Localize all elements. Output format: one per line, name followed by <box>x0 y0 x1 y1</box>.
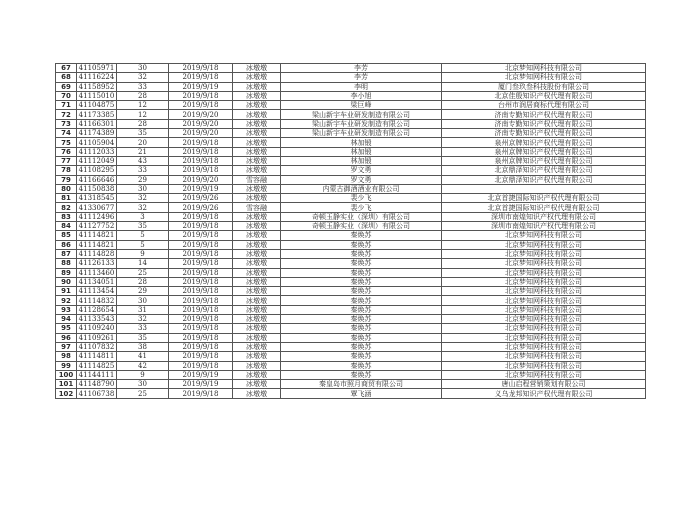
class-number-cell: 32 <box>117 194 169 203</box>
filing-date-cell: 2019/9/18 <box>169 305 233 314</box>
application-number-cell: 41108295 <box>77 166 117 175</box>
application-number-cell: 41114832 <box>77 296 117 305</box>
agency-name-cell: 北京梦知网科技有限公司 <box>442 259 646 268</box>
table-row <box>56 101 646 110</box>
class-number-cell: 28 <box>117 91 169 100</box>
filing-date-cell: 2019/9/26 <box>169 203 233 212</box>
table-row <box>56 296 646 305</box>
agency-name-cell: 北京首捷国际知识产权代理有限公司 <box>442 203 646 212</box>
row-number-cell: 96 <box>56 333 77 342</box>
application-number-cell: 41112496 <box>77 212 117 221</box>
agency-name-cell: 泉州京牌知识产权代理有限公司 <box>442 156 646 165</box>
agency-name-cell: 义乌龙邦知识产权代理有限公司 <box>442 389 646 398</box>
row-number-cell: 77 <box>56 156 77 165</box>
agency-name-cell: 北京梦知网科技有限公司 <box>442 296 646 305</box>
table-row <box>56 222 646 231</box>
agency-name-cell: 北京梦知网科技有限公司 <box>442 333 646 342</box>
filing-date-cell: 2019/9/18 <box>169 101 233 110</box>
trademark-name-cell: 冰墩墩 <box>233 277 281 286</box>
class-number-cell: 29 <box>117 287 169 296</box>
applicant-name-cell: 李芳 <box>281 64 442 73</box>
filing-date-cell: 2019/9/19 <box>169 370 233 379</box>
applicant-name-cell: 梁山新宇车业研发制造有限公司 <box>281 119 442 128</box>
trademark-name-cell: 冰墩墩 <box>233 352 281 361</box>
applicant-name-cell: 林加锻 <box>281 138 442 147</box>
row-number-cell: 86 <box>56 240 77 249</box>
trademark-name-cell: 冰墩墩 <box>233 389 281 398</box>
row-number-cell: 90 <box>56 277 77 286</box>
table-row <box>56 82 646 91</box>
application-number-cell: 41105971 <box>77 64 117 73</box>
table-row <box>56 305 646 314</box>
applicant-name-cell: 秦焕苏 <box>281 352 442 361</box>
row-number-cell: 78 <box>56 166 77 175</box>
application-number-cell: 41126133 <box>77 259 117 268</box>
table-row <box>56 324 646 333</box>
application-number-cell: 41148790 <box>77 380 117 389</box>
table-row <box>56 110 646 119</box>
row-number-cell: 91 <box>56 287 77 296</box>
application-number-cell: 41128654 <box>77 305 117 314</box>
row-number-cell: 80 <box>56 184 77 193</box>
applicant-name-cell: 秦焕苏 <box>281 361 442 370</box>
row-number-cell: 84 <box>56 222 77 231</box>
applicant-name-cell: 秦焕苏 <box>281 296 442 305</box>
table-row <box>56 333 646 342</box>
row-number-cell: 69 <box>56 82 77 91</box>
application-number-cell: 41105904 <box>77 138 117 147</box>
trademark-name-cell: 冰墩墩 <box>233 305 281 314</box>
applicant-name-cell: 梁巨峰 <box>281 101 442 110</box>
trademark-table <box>55 63 646 399</box>
trademark-name-cell: 冰墩墩 <box>233 147 281 156</box>
applicant-name-cell: 秦焕苏 <box>281 259 442 268</box>
applicant-name-cell: 秦焕苏 <box>281 305 442 314</box>
trademark-name-cell: 冰墩墩 <box>233 231 281 240</box>
filing-date-cell: 2019/9/18 <box>169 315 233 324</box>
filing-date-cell: 2019/9/18 <box>169 296 233 305</box>
trademark-name-cell: 冰墩墩 <box>233 222 281 231</box>
filing-date-cell: 2019/9/18 <box>169 222 233 231</box>
class-number-cell: 32 <box>117 315 169 324</box>
row-number-cell: 97 <box>56 342 77 351</box>
row-number-cell: 67 <box>56 64 77 73</box>
table-row <box>56 370 646 379</box>
application-number-cell: 41114828 <box>77 249 117 258</box>
agency-name-cell: 济南专勤知识产权代理有限公司 <box>442 119 646 128</box>
row-number-cell: 70 <box>56 91 77 100</box>
trademark-name-cell: 冰墩墩 <box>233 91 281 100</box>
filing-date-cell: 2019/9/18 <box>169 138 233 147</box>
application-number-cell: 41114825 <box>77 361 117 370</box>
trademark-name-cell: 雪容融 <box>233 175 281 184</box>
class-number-cell: 20 <box>117 138 169 147</box>
filing-date-cell: 2019/9/18 <box>169 389 233 398</box>
agency-name-cell: 济南专勤知识产权代理有限公司 <box>442 110 646 119</box>
row-number-cell: 74 <box>56 129 77 138</box>
class-number-cell: 33 <box>117 82 169 91</box>
filing-date-cell: 2019/9/18 <box>169 249 233 258</box>
application-number-cell: 41114821 <box>77 240 117 249</box>
table-row <box>56 342 646 351</box>
class-number-cell: 32 <box>117 73 169 82</box>
agency-name-cell: 北京首捷国际知识产权代理有限公司 <box>442 194 646 203</box>
agency-name-cell: 北京梦知网科技有限公司 <box>442 64 646 73</box>
filing-date-cell: 2019/9/18 <box>169 231 233 240</box>
filing-date-cell: 2019/9/18 <box>169 240 233 249</box>
trademark-name-cell: 冰墩墩 <box>233 342 281 351</box>
trademark-name-cell: 冰墩墩 <box>233 194 281 203</box>
row-number-cell: 102 <box>56 389 77 398</box>
application-number-cell: 41109261 <box>77 333 117 342</box>
applicant-name-cell: 秦焕苏 <box>281 268 442 277</box>
application-number-cell: 41109240 <box>77 324 117 333</box>
application-number-cell: 41113460 <box>77 268 117 277</box>
trademark-name-cell: 冰墩墩 <box>233 287 281 296</box>
class-number-cell: 33 <box>117 166 169 175</box>
table-row <box>56 259 646 268</box>
agency-name-cell <box>442 184 646 193</box>
class-number-cell: 28 <box>117 277 169 286</box>
table-row <box>56 287 646 296</box>
filing-date-cell: 2019/9/20 <box>169 119 233 128</box>
agency-name-cell: 台州市润居商标代理有限公司 <box>442 101 646 110</box>
filing-date-cell: 2019/9/18 <box>169 333 233 342</box>
row-number-cell: 99 <box>56 361 77 370</box>
trademark-name-cell: 雪容融 <box>233 203 281 212</box>
trademark-name-cell: 冰墩墩 <box>233 240 281 249</box>
row-number-cell: 95 <box>56 324 77 333</box>
row-number-cell: 82 <box>56 203 77 212</box>
application-number-cell: 41112033 <box>77 147 117 156</box>
row-number-cell: 88 <box>56 259 77 268</box>
agency-name-cell: 北京梦知网科技有限公司 <box>442 305 646 314</box>
row-number-cell: 81 <box>56 194 77 203</box>
trademark-name-cell: 冰墩墩 <box>233 129 281 138</box>
class-number-cell: 41 <box>117 352 169 361</box>
row-number-cell: 93 <box>56 305 77 314</box>
trademark-name-cell: 冰墩墩 <box>233 315 281 324</box>
applicant-name-cell: 秦焕苏 <box>281 249 442 258</box>
class-number-cell: 42 <box>117 361 169 370</box>
trademark-name-cell: 冰墩墩 <box>233 249 281 258</box>
table-row <box>56 203 646 212</box>
application-number-cell: 41166646 <box>77 175 117 184</box>
filing-date-cell: 2019/9/18 <box>169 212 233 221</box>
filing-date-cell: 2019/9/18 <box>169 73 233 82</box>
class-number-cell: 12 <box>117 101 169 110</box>
applicant-name-cell: 罗文勇 <box>281 166 442 175</box>
row-number-cell: 75 <box>56 138 77 147</box>
table-row <box>56 184 646 193</box>
application-number-cell: 41116224 <box>77 73 117 82</box>
agency-name-cell: 济南专勤知识产权代理有限公司 <box>442 129 646 138</box>
row-number-cell: 72 <box>56 110 77 119</box>
table-row <box>56 147 646 156</box>
application-number-cell: 41173385 <box>77 110 117 119</box>
table-body <box>56 64 646 399</box>
trademark-name-cell: 冰墩墩 <box>233 82 281 91</box>
class-number-cell: 32 <box>117 203 169 212</box>
applicant-name-cell: 秦皇岛市照月商贸有限公司 <box>281 380 442 389</box>
application-number-cell: 41106738 <box>77 389 117 398</box>
filing-date-cell: 2019/9/20 <box>169 110 233 119</box>
table-row <box>56 73 646 82</box>
row-number-cell: 68 <box>56 73 77 82</box>
trademark-name-cell: 冰墩墩 <box>233 361 281 370</box>
filing-date-cell: 2019/9/26 <box>169 194 233 203</box>
table-row <box>56 231 646 240</box>
class-number-cell: 9 <box>117 370 169 379</box>
row-number-cell: 98 <box>56 352 77 361</box>
application-number-cell: 41104875 <box>77 101 117 110</box>
agency-name-cell: 泉州京牌知识产权代理有限公司 <box>442 138 646 147</box>
class-number-cell: 14 <box>117 259 169 268</box>
agency-name-cell: 北京梦知网科技有限公司 <box>442 352 646 361</box>
row-number-cell: 92 <box>56 296 77 305</box>
filing-date-cell: 2019/9/18 <box>169 277 233 286</box>
trademark-name-cell: 冰墩墩 <box>233 324 281 333</box>
table-row <box>56 64 646 73</box>
filing-date-cell: 2019/9/20 <box>169 129 233 138</box>
application-number-cell: 41318545 <box>77 194 117 203</box>
agency-name-cell: 北京梦知网科技有限公司 <box>442 287 646 296</box>
filing-date-cell: 2019/9/18 <box>169 147 233 156</box>
agency-name-cell: 泉州京牌知识产权代理有限公司 <box>442 147 646 156</box>
filing-date-cell: 2019/9/18 <box>169 352 233 361</box>
table-row <box>56 156 646 165</box>
filing-date-cell: 2019/9/18 <box>169 91 233 100</box>
agency-name-cell: 北京梦知网科技有限公司 <box>442 361 646 370</box>
table-row <box>56 361 646 370</box>
class-number-cell: 35 <box>117 129 169 138</box>
filing-date-cell: 2019/9/18 <box>169 268 233 277</box>
application-number-cell: 41144111 <box>77 370 117 379</box>
applicant-name-cell: 秦焕苏 <box>281 231 442 240</box>
filing-date-cell: 2019/9/18 <box>169 64 233 73</box>
application-number-cell: 41113454 <box>77 287 117 296</box>
table-row <box>56 249 646 258</box>
application-number-cell: 41330677 <box>77 203 117 212</box>
application-number-cell: 41133543 <box>77 315 117 324</box>
filing-date-cell: 2019/9/18 <box>169 287 233 296</box>
class-number-cell: 12 <box>117 110 169 119</box>
agency-name-cell: 北京梦知网科技有限公司 <box>442 240 646 249</box>
agency-name-cell: 北京梦知网科技有限公司 <box>442 315 646 324</box>
trademark-name-cell: 冰墩墩 <box>233 101 281 110</box>
class-number-cell: 35 <box>117 333 169 342</box>
class-number-cell: 33 <box>117 324 169 333</box>
row-number-cell: 76 <box>56 147 77 156</box>
application-number-cell: 41166301 <box>77 119 117 128</box>
row-number-cell: 100 <box>56 370 77 379</box>
applicant-name-cell: 李小旭 <box>281 91 442 100</box>
trademark-name-cell: 冰墩墩 <box>233 333 281 342</box>
table-row <box>56 138 646 147</box>
filing-date-cell: 2019/9/19 <box>169 380 233 389</box>
filing-date-cell: 2019/9/18 <box>169 156 233 165</box>
trademark-name-cell: 冰墩墩 <box>233 64 281 73</box>
application-number-cell: 41127752 <box>77 222 117 231</box>
row-number-cell: 85 <box>56 231 77 240</box>
application-number-cell: 41134051 <box>77 277 117 286</box>
row-number-cell: 83 <box>56 212 77 221</box>
class-number-cell: 25 <box>117 389 169 398</box>
filing-date-cell: 2019/9/18 <box>169 324 233 333</box>
trademark-name-cell: 冰墩墩 <box>233 73 281 82</box>
table-row <box>56 212 646 221</box>
class-number-cell: 29 <box>117 175 169 184</box>
trademark-name-cell: 冰墩墩 <box>233 380 281 389</box>
agency-name-cell: 厦门叁玖叁科技股份有限公司 <box>442 82 646 91</box>
applicant-name-cell: 奇顿玉静实业（深圳）有限公司 <box>281 212 442 221</box>
trademark-name-cell: 冰墩墩 <box>233 268 281 277</box>
class-number-cell: 30 <box>117 184 169 193</box>
filing-date-cell: 2019/9/18 <box>169 259 233 268</box>
agency-name-cell: 北京梦知网科技有限公司 <box>442 370 646 379</box>
table-row <box>56 389 646 398</box>
agency-name-cell: 北京鼎泽知识产权代理有限公司 <box>442 175 646 184</box>
applicant-name-cell: 裴少飞 <box>281 194 442 203</box>
application-number-cell: 41107832 <box>77 342 117 351</box>
application-number-cell: 41174389 <box>77 129 117 138</box>
application-number-cell: 41115010 <box>77 91 117 100</box>
applicant-name-cell: 林加锻 <box>281 156 442 165</box>
trademark-name-cell: 冰墩墩 <box>233 296 281 305</box>
applicant-name-cell: 李明 <box>281 82 442 91</box>
agency-name-cell: 深圳市南煌知识产权代理有限公司 <box>442 212 646 221</box>
applicant-name-cell: 裴少飞 <box>281 203 442 212</box>
table-row <box>56 352 646 361</box>
table-row <box>56 315 646 324</box>
row-number-cell: 71 <box>56 101 77 110</box>
agency-name-cell: 北京梦知网科技有限公司 <box>442 324 646 333</box>
trademark-name-cell: 冰墩墩 <box>233 110 281 119</box>
agency-name-cell: 北京梦知网科技有限公司 <box>442 342 646 351</box>
applicant-name-cell: 秦焕苏 <box>281 277 442 286</box>
application-number-cell: 41150838 <box>77 184 117 193</box>
table-row <box>56 175 646 184</box>
class-number-cell: 43 <box>117 156 169 165</box>
applicant-name-cell: 秦焕苏 <box>281 333 442 342</box>
agency-name-cell: 北京梦知网科技有限公司 <box>442 277 646 286</box>
row-number-cell: 89 <box>56 268 77 277</box>
table-row <box>56 166 646 175</box>
filing-date-cell: 2019/9/18 <box>169 342 233 351</box>
filing-date-cell: 2019/9/19 <box>169 184 233 193</box>
trademark-name-cell: 冰墩墩 <box>233 166 281 175</box>
row-number-cell: 94 <box>56 315 77 324</box>
filing-date-cell: 2019/9/19 <box>169 82 233 91</box>
table-row <box>56 268 646 277</box>
row-number-cell: 73 <box>56 119 77 128</box>
table-row <box>56 240 646 249</box>
applicant-name-cell: 内蒙古御酒酒业有限公司 <box>281 184 442 193</box>
class-number-cell: 25 <box>117 268 169 277</box>
agency-name-cell: 北京梦知网科技有限公司 <box>442 73 646 82</box>
application-number-cell: 41158952 <box>77 82 117 91</box>
applicant-name-cell: 奇顿玉静实业（深圳）有限公司 <box>281 222 442 231</box>
applicant-name-cell: 秦焕苏 <box>281 324 442 333</box>
table-row <box>56 277 646 286</box>
trademark-name-cell: 冰墩墩 <box>233 156 281 165</box>
agency-name-cell: 北京鼎泽知识产权代理有限公司 <box>442 166 646 175</box>
applicant-name-cell: 李芳 <box>281 73 442 82</box>
trademark-name-cell: 冰墩墩 <box>233 370 281 379</box>
application-number-cell: 41114821 <box>77 231 117 240</box>
class-number-cell: 30 <box>117 64 169 73</box>
agency-name-cell: 北京佳殷知识产权代理有限公司 <box>442 91 646 100</box>
row-number-cell: 87 <box>56 249 77 258</box>
trademark-name-cell: 冰墩墩 <box>233 259 281 268</box>
class-number-cell: 30 <box>117 296 169 305</box>
applicant-name-cell: 秦焕苏 <box>281 342 442 351</box>
filing-date-cell: 2019/9/18 <box>169 166 233 175</box>
class-number-cell: 35 <box>117 222 169 231</box>
applicant-name-cell: 秦焕苏 <box>281 240 442 249</box>
filing-date-cell: 2019/9/18 <box>169 361 233 370</box>
applicant-name-cell: 梁山新宇车业研发制造有限公司 <box>281 129 442 138</box>
trademark-name-cell: 冰墩墩 <box>233 184 281 193</box>
application-number-cell: 41114811 <box>77 352 117 361</box>
class-number-cell: 28 <box>117 119 169 128</box>
row-number-cell: 79 <box>56 175 77 184</box>
applicant-name-cell: 秦焕苏 <box>281 315 442 324</box>
applicant-name-cell: 秦焕苏 <box>281 287 442 296</box>
class-number-cell: 21 <box>117 147 169 156</box>
class-number-cell: 5 <box>117 231 169 240</box>
agency-name-cell: 深圳市南煌知识产权代理有限公司 <box>442 222 646 231</box>
class-number-cell: 38 <box>117 342 169 351</box>
table-row <box>56 91 646 100</box>
table-row <box>56 380 646 389</box>
table-row <box>56 119 646 128</box>
table-row <box>56 129 646 138</box>
agency-name-cell: 北京梦知网科技有限公司 <box>442 231 646 240</box>
row-number-cell: 101 <box>56 380 77 389</box>
table-row <box>56 194 646 203</box>
class-number-cell: 3 <box>117 212 169 221</box>
trademark-name-cell: 冰墩墩 <box>233 119 281 128</box>
class-number-cell: 9 <box>117 249 169 258</box>
agency-name-cell: 北京梦知网科技有限公司 <box>442 249 646 258</box>
application-number-cell: 41112049 <box>77 156 117 165</box>
agency-name-cell: 唐山启程营销策划有限公司 <box>442 380 646 389</box>
trademark-name-cell: 冰墩墩 <box>233 138 281 147</box>
class-number-cell: 30 <box>117 380 169 389</box>
applicant-name-cell: 梁山新宇车业研发制造有限公司 <box>281 110 442 119</box>
applicant-name-cell: 秦焕苏 <box>281 370 442 379</box>
trademark-name-cell: 冰墩墩 <box>233 212 281 221</box>
applicant-name-cell: 覃飞涵 <box>281 389 442 398</box>
applicant-name-cell: 罗文勇 <box>281 175 442 184</box>
applicant-name-cell: 林加锻 <box>281 147 442 156</box>
class-number-cell: 31 <box>117 305 169 314</box>
agency-name-cell: 北京梦知网科技有限公司 <box>442 268 646 277</box>
filing-date-cell: 2019/9/20 <box>169 175 233 184</box>
class-number-cell: 5 <box>117 240 169 249</box>
